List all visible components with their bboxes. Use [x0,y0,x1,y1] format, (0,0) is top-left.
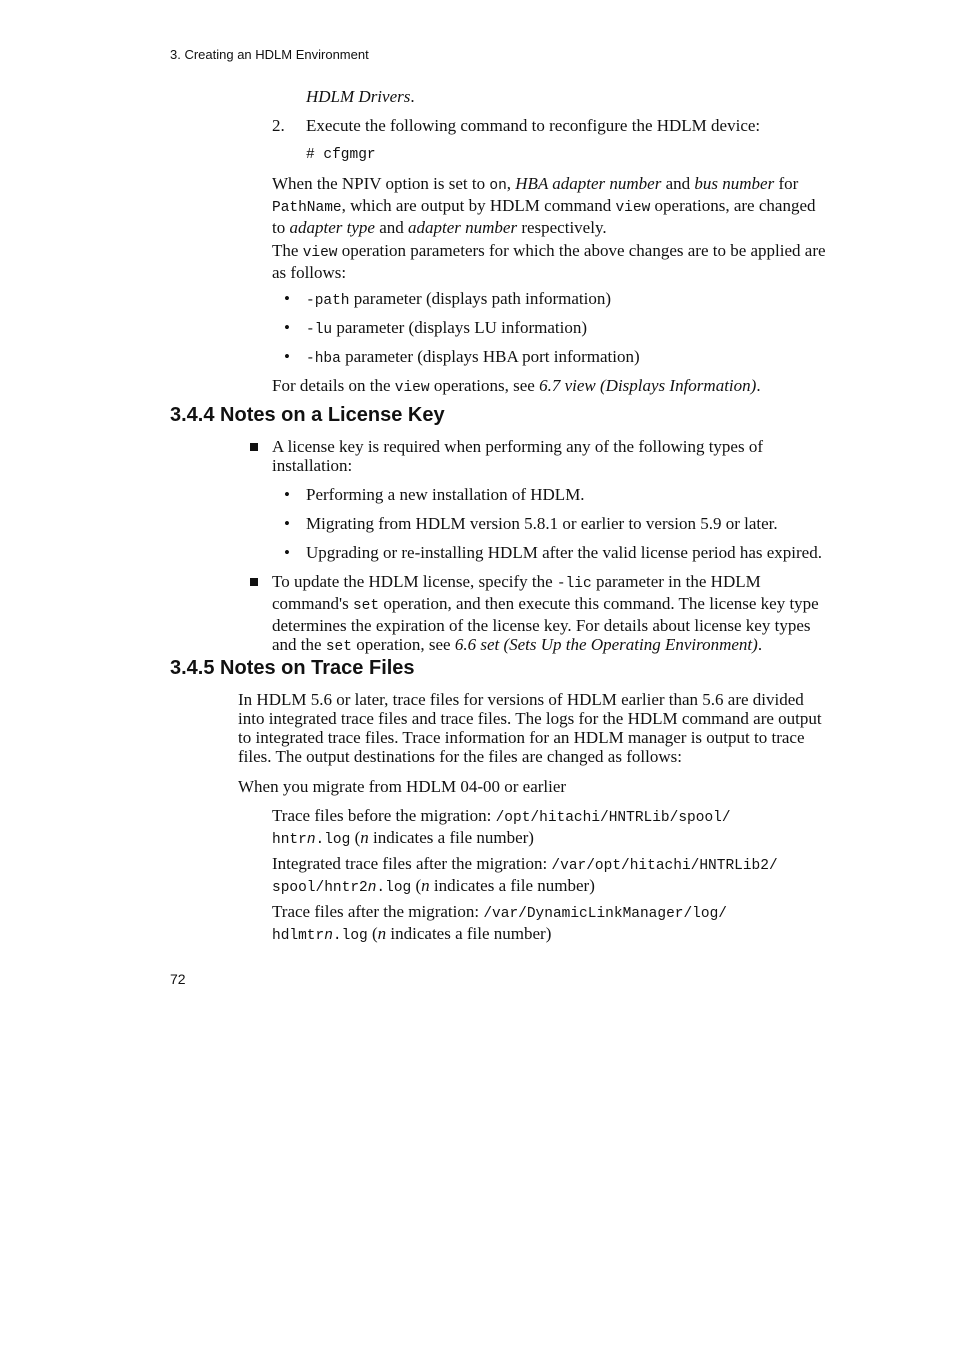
step-text: Execute the following command to reconfigure the HDLM device: [306,116,761,135]
param-lu: -lu parameter (displays LU information) [306,318,588,338]
npiv-line-3: to adapter type and adapter number respectively. [272,218,607,237]
license-subitem: Performing a new installation of HDLM. [306,485,585,504]
bullet-dot: • [284,543,290,562]
npiv-paragraph [272,174,852,237]
bullet-dot: • [284,485,290,504]
trace-entry-before: Trace files before the migration: /opt/hitachi/HNTRLib/spool/ hntrn.log (n indicates a file number) [272,806,731,848]
section-heading-license-key: 3.4.4 Notes on a License Key [170,404,445,426]
license-item-2: To update the HDLM license, specify the -lic parameter in the HDLM command's set operation, and then execute this command. The license key type determines the expiration of the license key. For details about license key types and the set operation, see 6.6 set (Sets Up the Operating Environment). [272,572,819,655]
license-item-1: A license key is required when performing any of the following types of installation: [272,437,763,475]
square-bullet [250,443,258,451]
migration-condition: When you migrate from HDLM 04-00 or earlier [238,777,567,796]
drivers-ref-line: HDLM Drivers. [306,87,415,106]
npiv-line-2: PathName, which are output by HDLM command view operations, are changed [272,196,816,216]
trace-entry-after: Trace files after the migration: /var/DynamicLinkManager/log/ hdlmtrn.log (n indicates a file number) [272,902,727,944]
param-hba: -hba parameter (displays HBA port information) [306,347,640,367]
running-header: 3. Creating an HDLM Environment [170,47,369,62]
license-subitem: Migrating from HDLM version 5.8.1 or earlier to version 5.9 or later. [306,514,778,533]
drivers-ref: HDLM Drivers [306,87,411,106]
param-path: -path parameter (displays path information) [306,289,612,309]
square-bullet [250,578,258,586]
step-number: 2. [272,116,285,135]
bullet-dot: • [284,347,290,366]
view-section-ref: 6.7 view (Displays Information) [539,376,757,395]
view-params-paragraph: The view operation parameters for which the above changes are to be applied are as follows: [272,241,826,282]
command-cfgmgr: # cfgmgr [306,147,376,163]
bullet-dot: • [284,289,290,308]
trace-intro-paragraph: In HDLM 5.6 or later, trace files for versions of HDLM earlier than 5.6 are divided into integrated trace files and trace files. The logs for the HDLM command are output to integrated trace files. Trace information for an HDLM manager is output to trace files. The output destinations for the files are changed as follows: [238,690,822,766]
bullet-dot: • [284,318,290,337]
bullet-dot: • [284,514,290,533]
set-section-ref: 6.6 set (Sets Up the Operating Environment) [454,635,758,654]
license-subitem: Upgrading or re-installing HDLM after the valid license period has expired. [306,543,822,562]
page-number: 72 [170,971,186,987]
npiv-line-1: When the NPIV option is set to on, HBA adapter number and bus number for [272,174,799,194]
trace-entry-integrated: Integrated trace files after the migration: /var/opt/hitachi/HNTRLib2/ spool/hntr2n.log (n indicates a file number) [272,854,778,896]
section-heading-trace-files: 3.4.5 Notes on Trace Files [170,657,415,679]
view-details-line: For details on the view operations, see 6.7 view (Displays Information). [272,376,761,396]
